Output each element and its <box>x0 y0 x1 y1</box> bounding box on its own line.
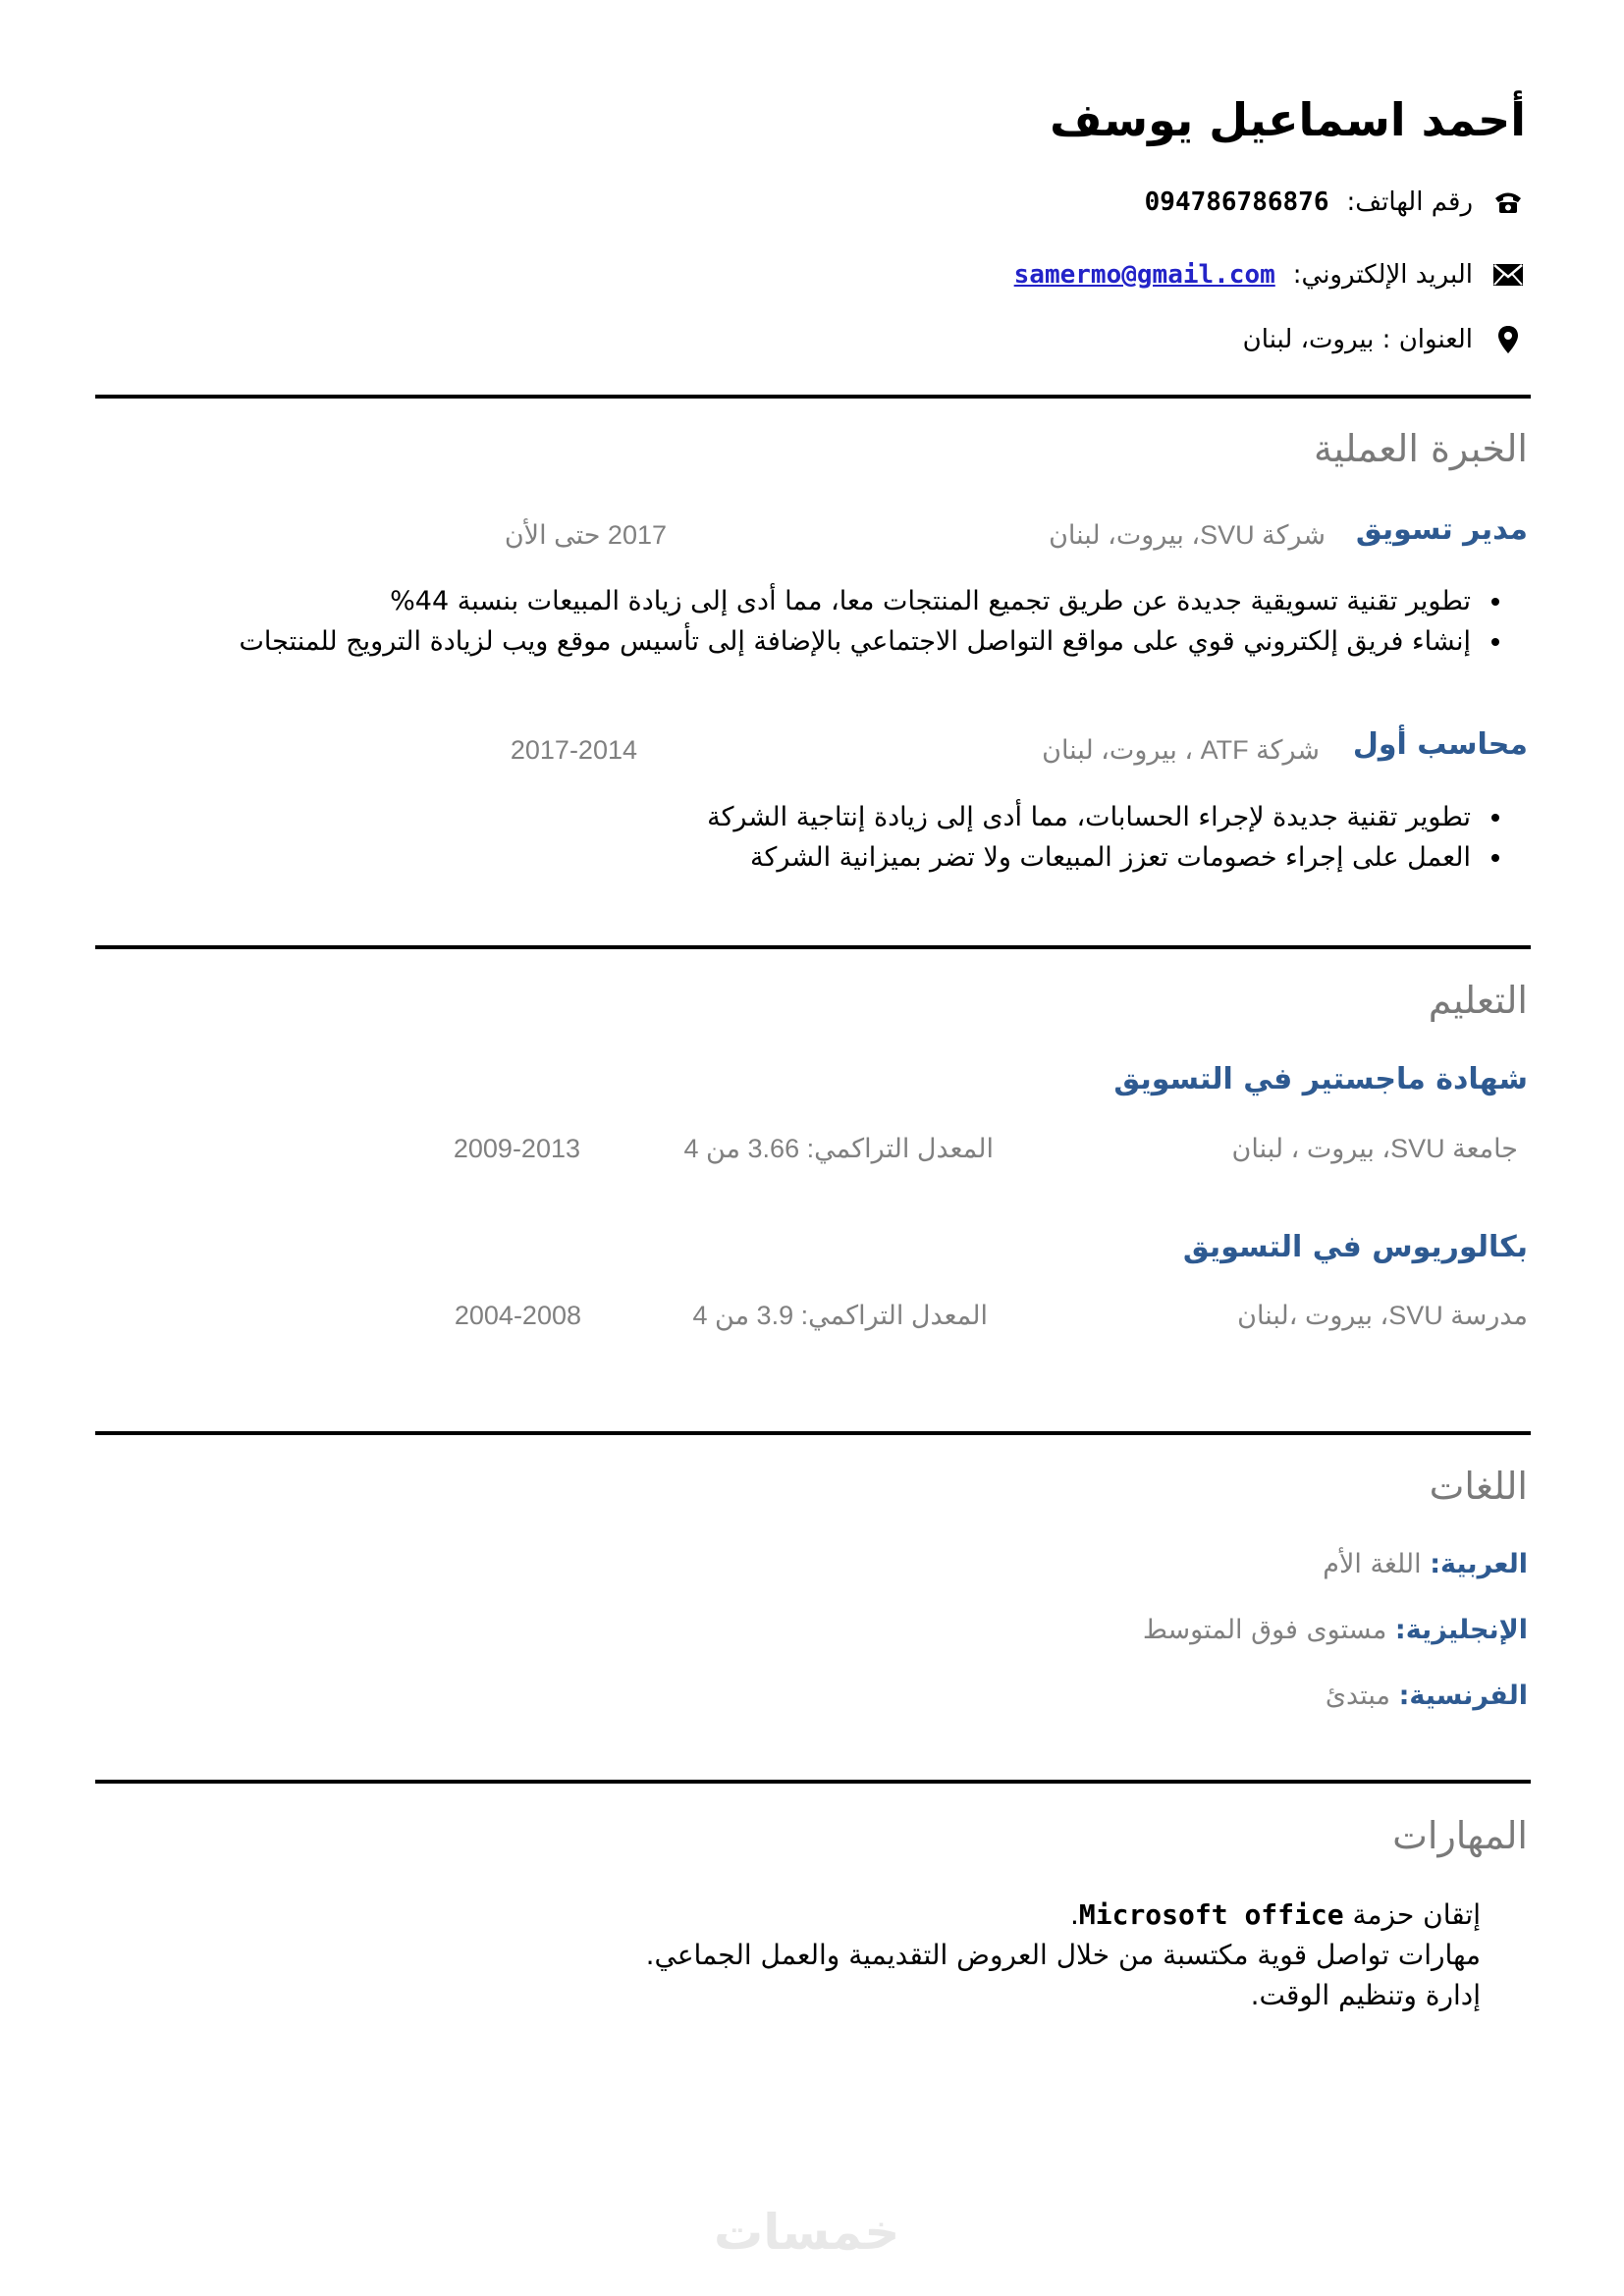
gpa-text: المعدل التراكمي: 3.66 من 4 <box>683 1134 994 1163</box>
phone-label: رقم الهاتف: <box>1346 187 1473 217</box>
skill-text: إتقان حزمة <box>1352 1898 1481 1931</box>
phone-row <box>1145 185 1526 220</box>
candidate-name: أحمد اسماعيل يوسف <box>1050 93 1526 146</box>
list-item: • العمل على إجراء خصومات تعزز المبيعات ولا تضر بميزانية الشركة <box>707 837 1477 878</box>
skill-item: إدارة وتنظيم الوقت. <box>1250 1979 1481 2011</box>
job-title: محاسب أول <box>1352 727 1528 762</box>
language-item <box>1323 1549 1528 1579</box>
address-row <box>1243 322 1526 357</box>
language-item <box>1326 1681 1528 1711</box>
education-dates: 2004-2008 <box>454 1301 581 1330</box>
email-link[interactable]: samermo@gmail.com <box>1013 260 1275 290</box>
job-bullets <box>240 581 1529 662</box>
list-item: • تطوير تقنية تسويقية جديدة عن طريق تجميع المنتجات معا، مما أدى إلى زيادة المبيعات بنسبة 44% <box>240 581 1478 621</box>
school-name: جامعة SVU، بيروت ، لبنان <box>1231 1134 1518 1163</box>
skill-software: Microsoft office <box>1078 1898 1344 1931</box>
language-level: اللغة الأم <box>1323 1549 1422 1579</box>
degree-title: بكالوريوس في التسويق <box>1182 1230 1528 1264</box>
job-bullets <box>707 797 1528 878</box>
watermark-logo: خمسات <box>714 2204 900 2261</box>
phone-value: 094786786876 <box>1144 187 1329 217</box>
job-title: مدير تسويق <box>1355 512 1528 547</box>
skill-punct: . <box>1069 1898 1079 1931</box>
school-name: مدرسة SVU، بيروت ،لبنان <box>1237 1301 1528 1330</box>
skills-heading: المهارات <box>1392 1814 1528 1857</box>
language-level: مبتدئ <box>1325 1681 1390 1711</box>
job-company: شركة ATF ، بيروت، لبنان <box>1042 735 1320 765</box>
section-divider <box>95 395 1531 399</box>
email-label: البريد الإلكتروني: <box>1292 260 1473 290</box>
education-heading: التعليم <box>1428 979 1528 1022</box>
experience-heading: الخبرة العملية <box>1314 427 1528 470</box>
skill-item <box>646 1895 1481 1935</box>
language-name: العربية: <box>1430 1549 1528 1579</box>
section-divider <box>95 945 1531 949</box>
list-item: • إنشاء فريق إلكتروني قوي على مواقع التواصل الاجتماعي بالإضافة إلى تأسيس موقع ويب لزيادة الترويج للمنتجات <box>240 621 1478 662</box>
envelope-icon <box>1490 257 1526 293</box>
languages-heading: اللغات <box>1429 1465 1528 1508</box>
section-divider <box>95 1431 1531 1435</box>
section-divider <box>95 1780 1531 1784</box>
phone-icon <box>1490 185 1526 220</box>
degree-title: شهادة ماجستير في التسويق <box>1113 1062 1528 1096</box>
skill-item: مهارات تواصل قوية مكتسبة من خلال العروض التقديمية والعمل الجماعي. <box>645 1939 1481 1971</box>
language-item <box>1143 1615 1528 1645</box>
education-dates: 2009-2013 <box>453 1134 580 1163</box>
gpa-text: المعدل التراكمي: 3.9 من 4 <box>692 1301 988 1330</box>
language-name: الفرنسية: <box>1398 1681 1528 1711</box>
skills-list <box>646 1895 1481 2015</box>
language-name: الإنجليزية: <box>1394 1615 1528 1645</box>
map-pin-icon <box>1490 322 1526 357</box>
list-item: • تطوير تقنية جديدة لإجراء الحسابات، مما أدى إلى زيادة إنتاجية الشركة <box>707 797 1477 837</box>
address-text: العنوان : بيروت، لبنان <box>1242 325 1473 354</box>
job-company: شركة SVU، بيروت، لبنان <box>1049 520 1326 550</box>
email-row <box>1014 257 1526 293</box>
language-level: مستوى فوق المتوسط <box>1142 1615 1387 1645</box>
job-dates: 2017-2014 <box>510 735 637 765</box>
job-dates: 2017 حتى الأن <box>504 520 667 550</box>
